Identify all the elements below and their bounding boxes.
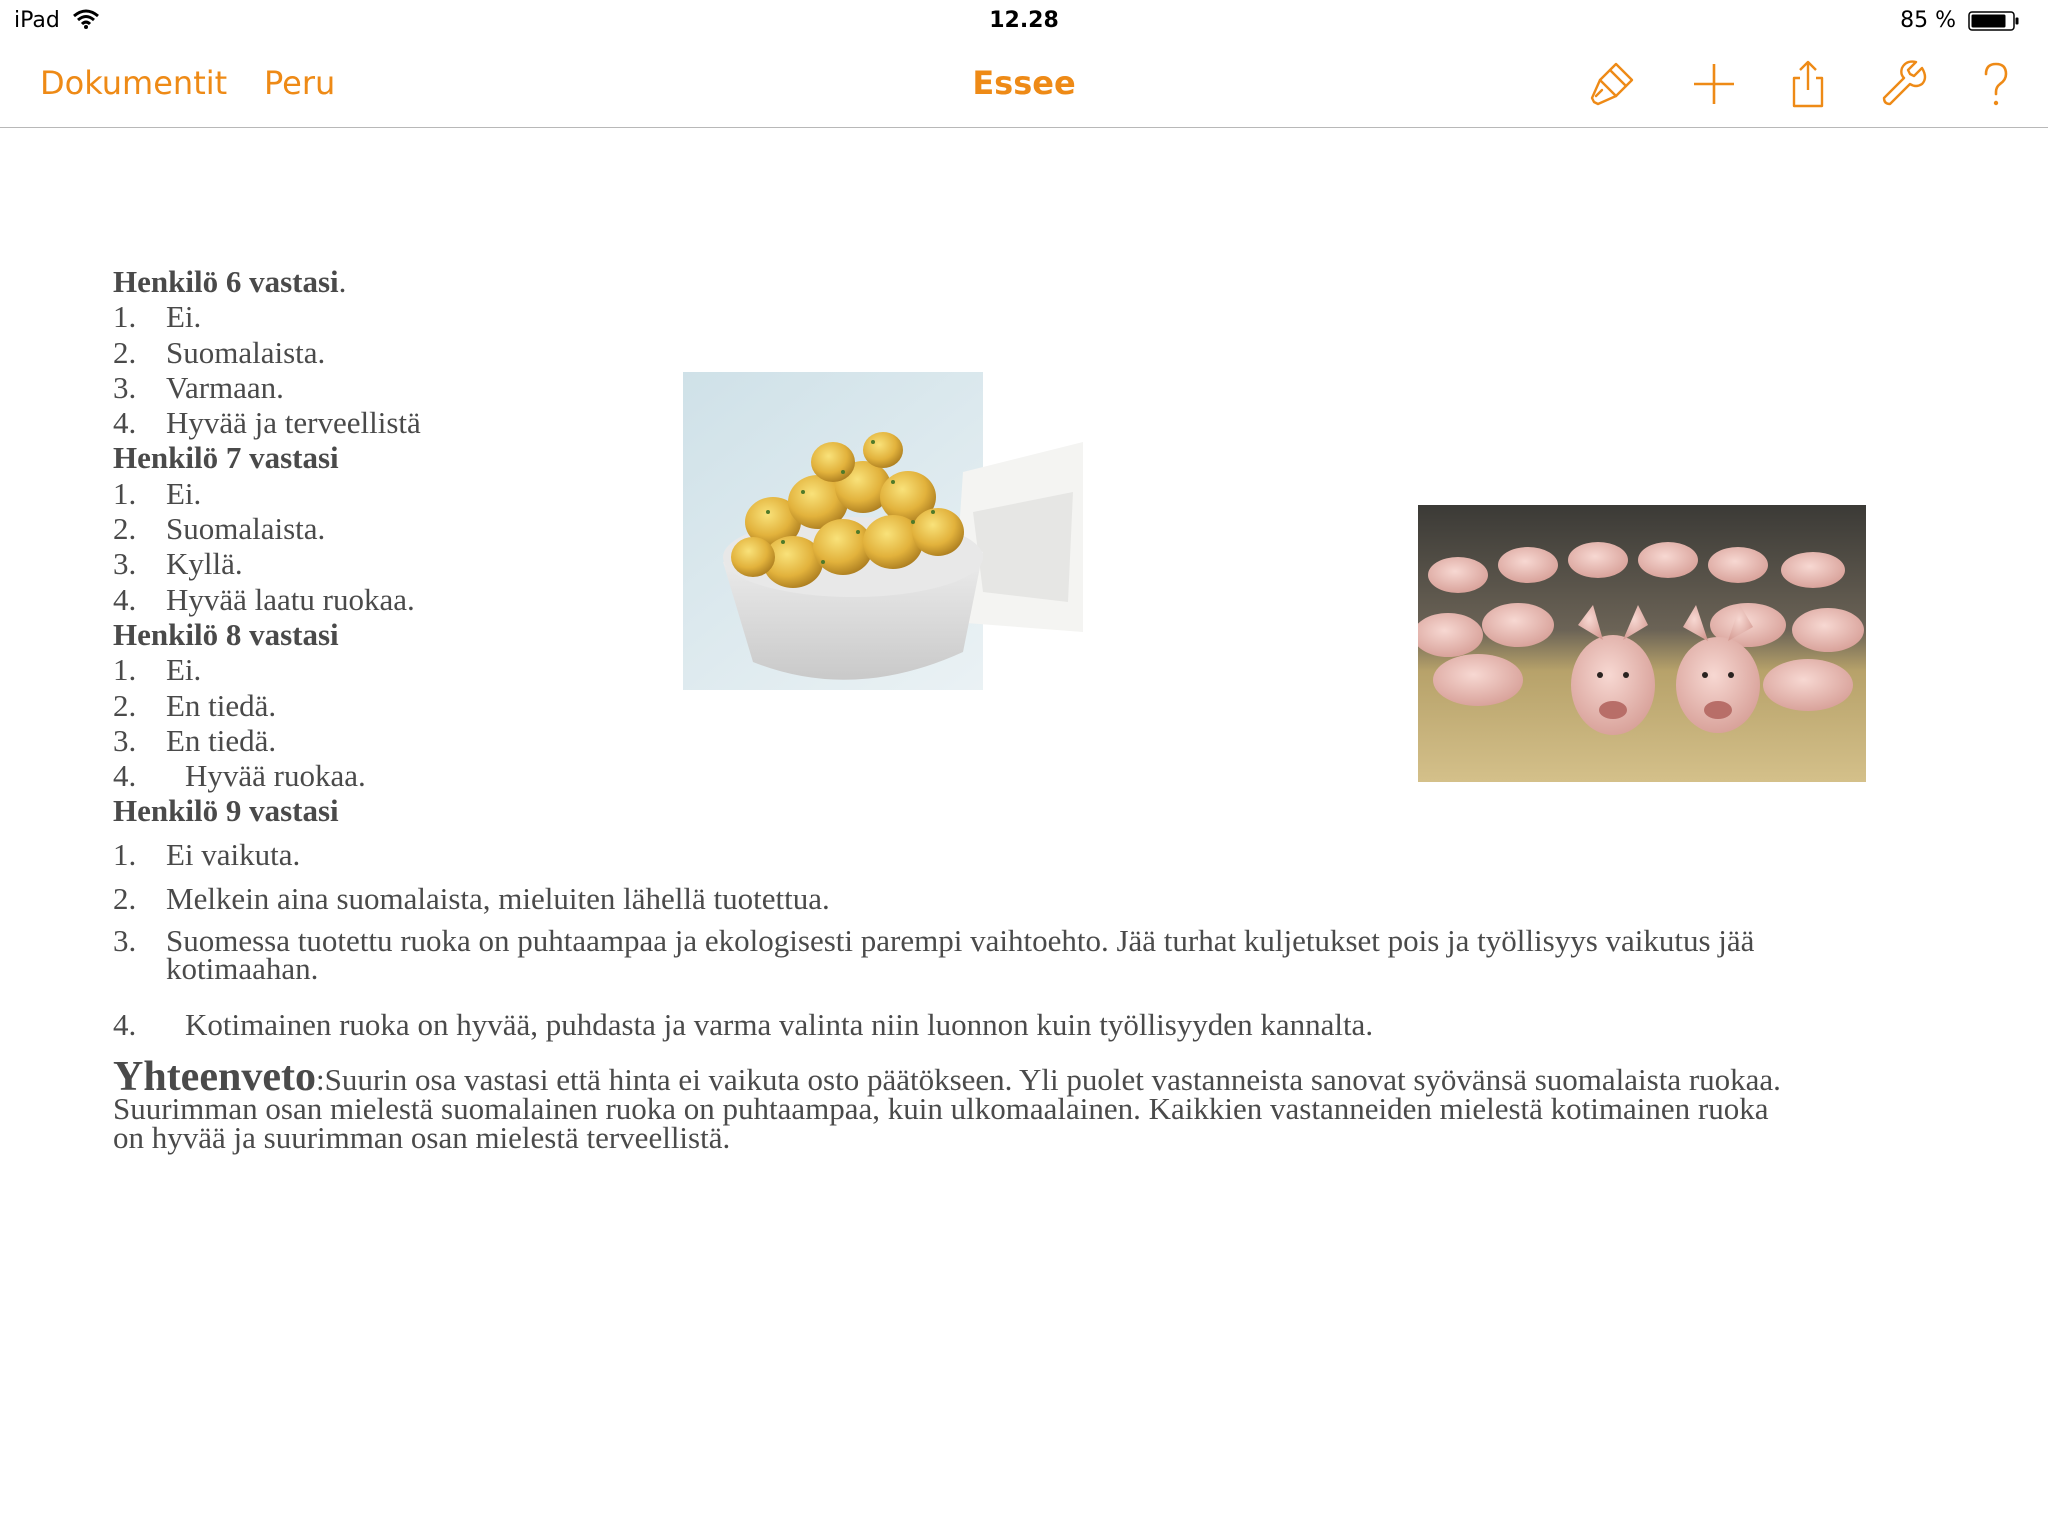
status-bar [0,0,2048,40]
wrench-icon[interactable] [1878,58,1930,110]
answer-item: 2. Suomalaista. [113,511,326,547]
clock: 12.28 [989,8,1059,33]
respondent-heading: Henkilö 7 vastasi [113,440,339,476]
answer-item: 3. Varmaan. [113,369,284,405]
answer-item: 1. Ei. [113,299,202,335]
toolbar [0,40,2048,128]
respondent-heading: Henkilö 9 vastasi [113,793,339,829]
answer-item: 4. Hyvää ja terveellistä [113,405,421,441]
share-icon[interactable] [1782,58,1834,110]
answer-item: 4. Hyvää laatu ruokaa. [113,581,415,617]
answer-item: 2. Melkein aina suomalaista, mieluiten lähellä tuotettua. [113,880,830,916]
answer-item: 3. Suomessa tuotettu ruoka on puhtaampaa ja ekologisesti parempi vaihtoehto. Jää turhat kuljetukset pois ja työllisyys vaikutus jää kotimaahan. [113,922,1755,986]
summary-text: Suurin osa vastasi että hinta ei vaikuta osto päätökseen. Yli puolet vastanneista sanovat syövänsä suomalaista ruokaa. Suurimman osan mielestä suomalainen ruoka on puhtaampaa, kuin ulkomaalainen. Kaikkien vastanneiden mielestä kotimainen ruoka on hyvää ja suurimman osan mielestä terveellistä. [113,1061,1781,1155]
respondent-heading: Henkilö 8 vastasi [113,616,339,652]
plus-icon[interactable] [1688,58,1740,110]
answer-item: 1. Ei vaikuta. [113,836,301,872]
answer-item: 2. Suomalaista. [113,334,326,370]
document-title: Essee [972,64,1076,102]
help-icon[interactable] [1970,58,2022,110]
cancel-button[interactable]: Peru [264,64,336,102]
answer-item: 4. Hyvää ruokaa. [113,758,366,794]
answer-item: 1. Ei. [113,652,202,688]
device-label: iPad [14,8,60,33]
battery-percentage: 85 % [1900,8,1956,33]
battery-icon [1968,11,2020,31]
paintbrush-icon[interactable] [1586,58,1638,110]
summary-paragraph: Yhteenveto:Suurin osa vastasi että hinta ei vaikuta osto päätökseen. Yli puolet vastanneista sanovat syövänsä suomalaista ruokaa. Suurimman osan mielestä suomalainen ruoka on puhtaampaa, kuin ulkomaalainen. Kaikkien vastanneiden mielestä kotimainen ruoka on hyvää ja suurimman osan mielestä terveellistä. [113,1053,1781,1155]
pigs-image[interactable] [1418,505,1866,782]
answer-item: 2. En tiedä. [113,687,277,723]
summary-heading: Yhteenveto [113,1053,316,1100]
answer-item: 4. Kotimainen ruoka on hyvää, puhdasta ja varma valinta niin luonnon kuin työllisyyden kannalta. [113,1006,1374,1042]
answer-item: 3. Kyllä. [113,546,243,582]
documents-button[interactable]: Dokumentit [40,64,228,102]
potatoes-image[interactable] [683,372,1086,690]
answer-item: 1. Ei. [113,475,202,511]
answer-item: 3. En tiedä. [113,722,277,758]
respondent-heading: Henkilö 6 vastasi. [113,264,347,299]
